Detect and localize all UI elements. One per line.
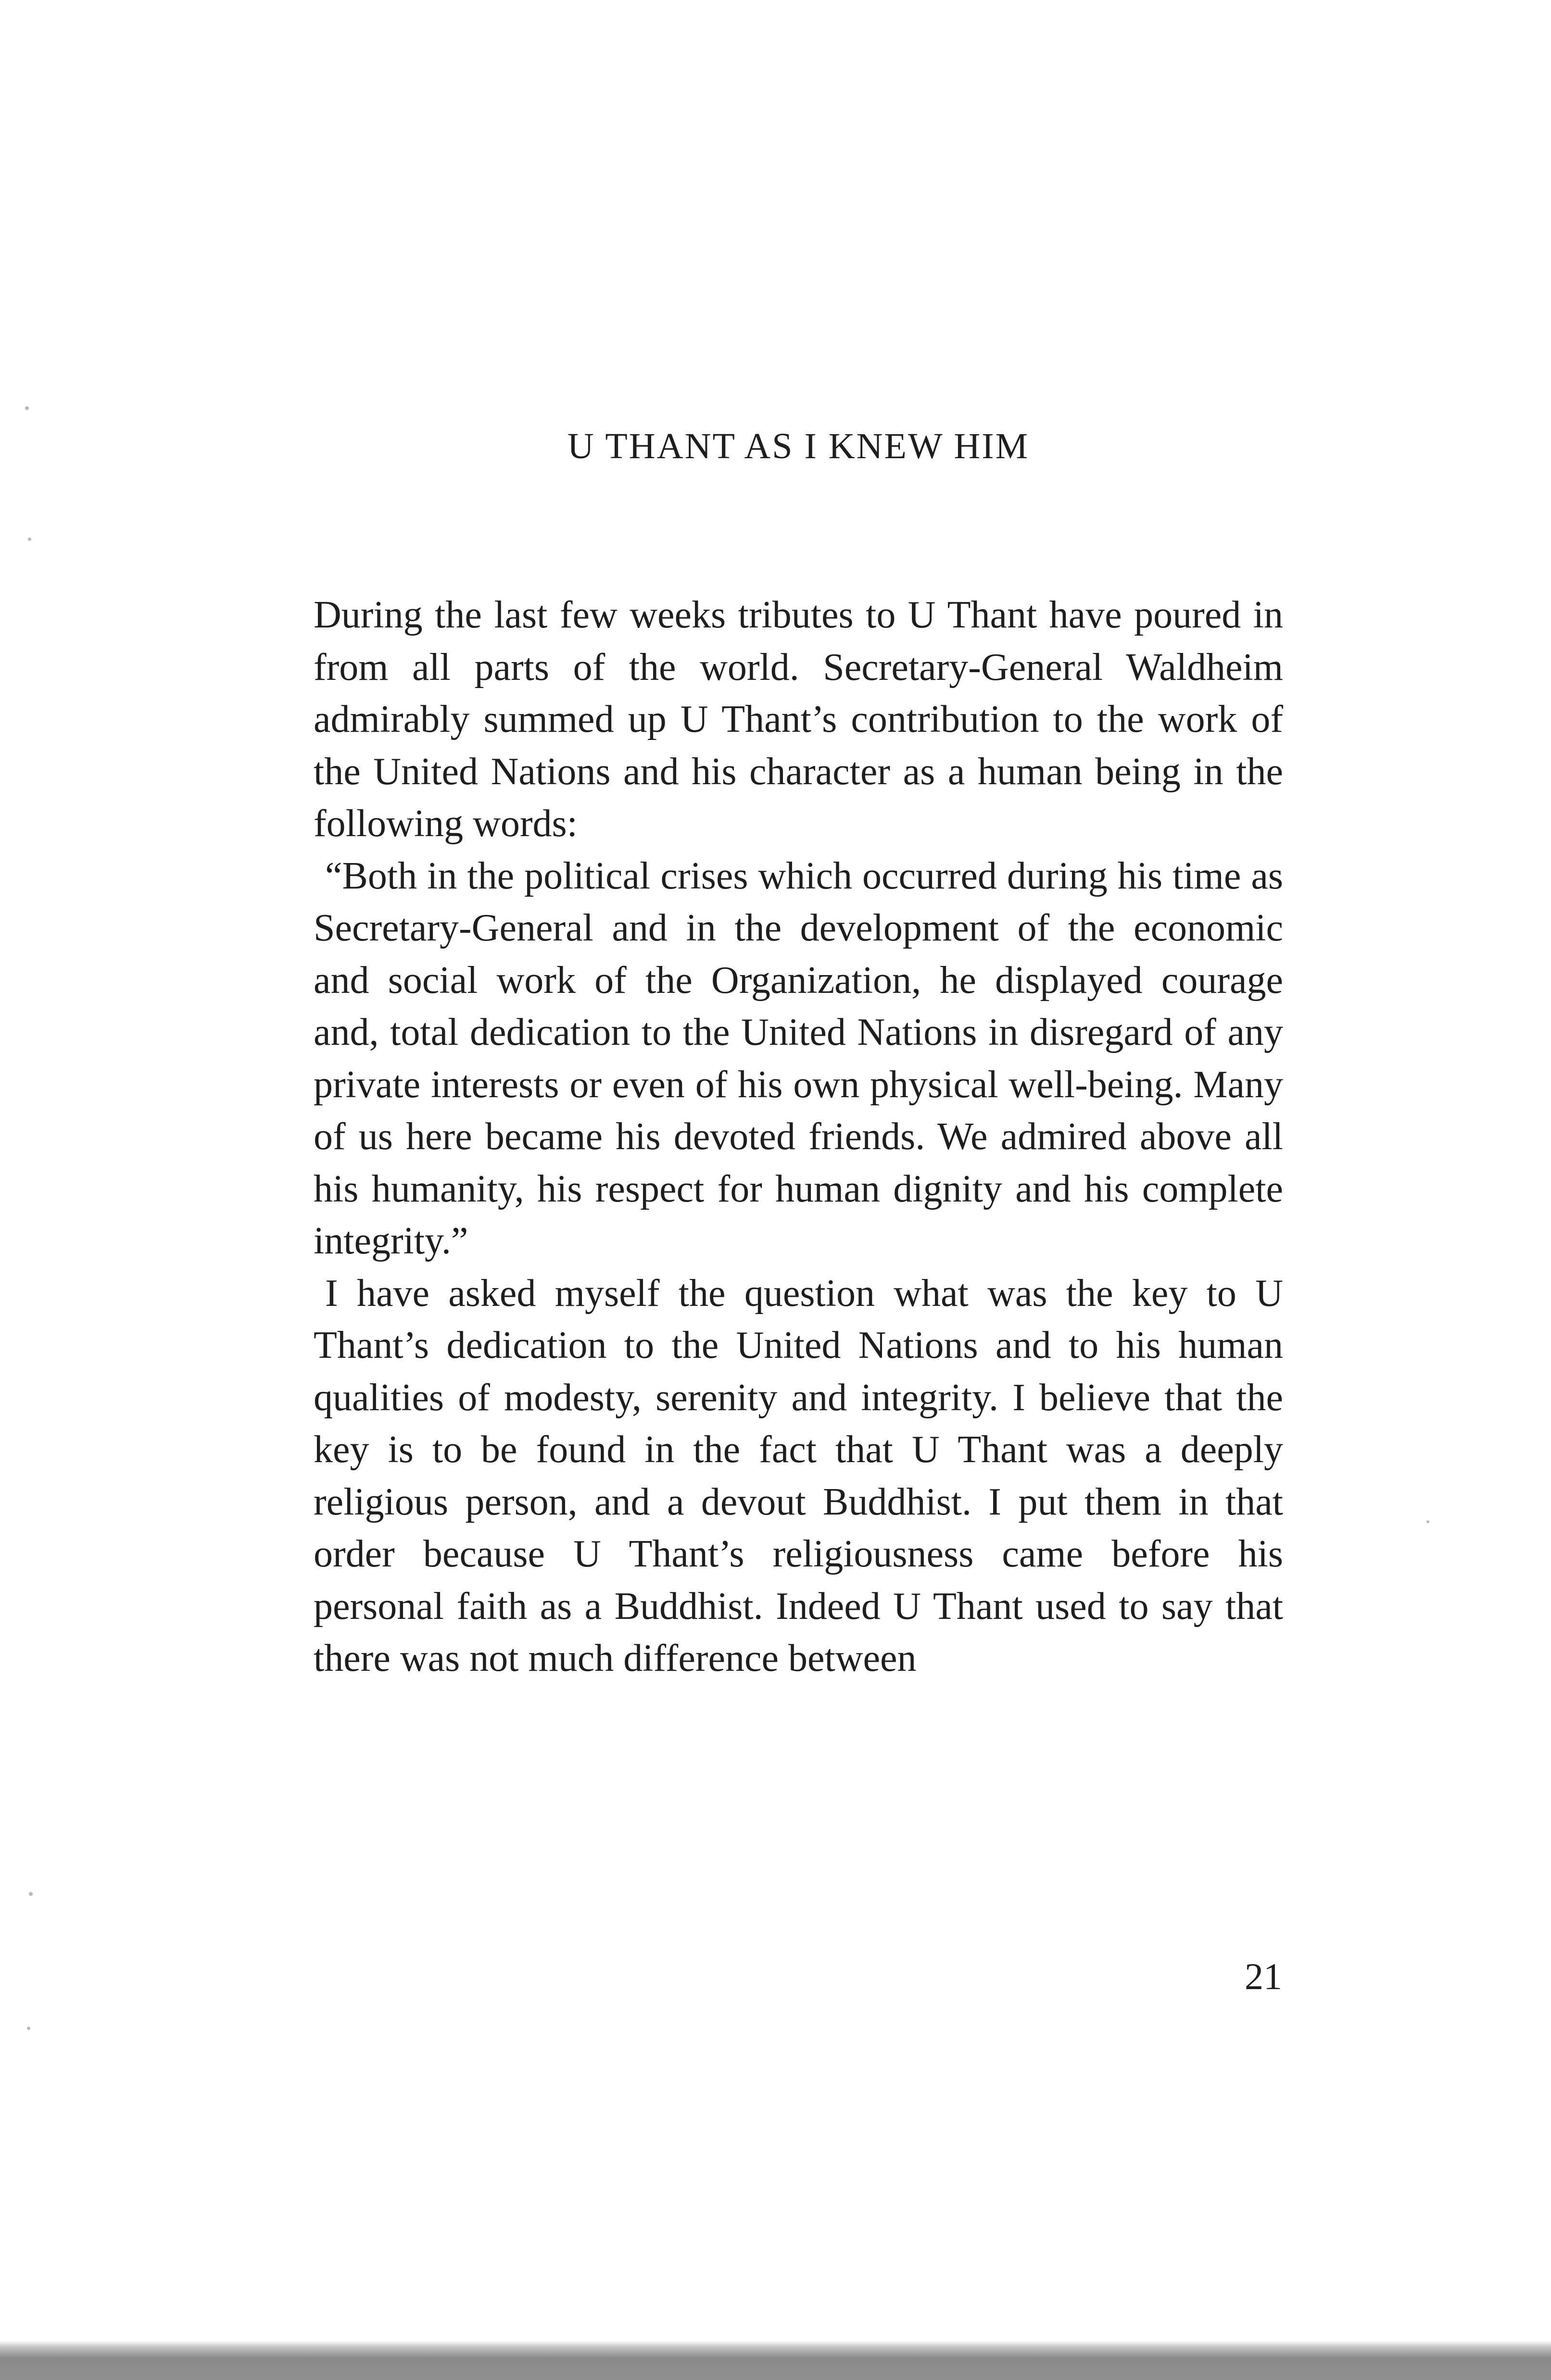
body-text <box>314 589 1283 1685</box>
paragraph-2-quote: “Both in the political crises which occurred during his time as Secretary-General and in the development of the economic and social work of the Organization, he displayed courage and, total dedication to the United Nations in disregard of any private interests or even of his own physical well-being. Many of us here became his devoted friends. We admired above all his humanity, his respect for human dignity and his complete integrity.” <box>314 854 1283 1262</box>
scan-speck <box>28 538 31 541</box>
scan-bottom-band <box>0 2346 1551 2380</box>
paragraph-3: I have asked myself the question what was the key to U Thant’s dedication to the United Nations and to his human qualities of modesty, serenity and integrity. I believe that the key is to be found in the fact that U Thant was a deeply religious person, and a devout Buddhist. I put them in that order because U Thant’s religiousness came before his personal faith as a Buddhist. Indeed U Thant used to say that there was not much difference between <box>314 1272 1283 1679</box>
scan-speck <box>27 2027 30 2030</box>
scan-speck <box>25 406 29 410</box>
scan-edge-shadow <box>0 2341 1551 2346</box>
page-number: 21 <box>1245 1955 1282 1997</box>
scan-speck <box>1426 1520 1429 1523</box>
chapter-title: U THANT AS I KNEW HIM <box>567 426 1030 466</box>
paragraph-1: During the last few weeks tributes to U Thant have poured in from all parts of the world. Secretary-General Waldheim admirably summed up U Thant’s contribution to the work of the United Nations and his character as a human being in the following words: <box>314 594 1283 845</box>
scan-speck <box>29 1892 33 1896</box>
